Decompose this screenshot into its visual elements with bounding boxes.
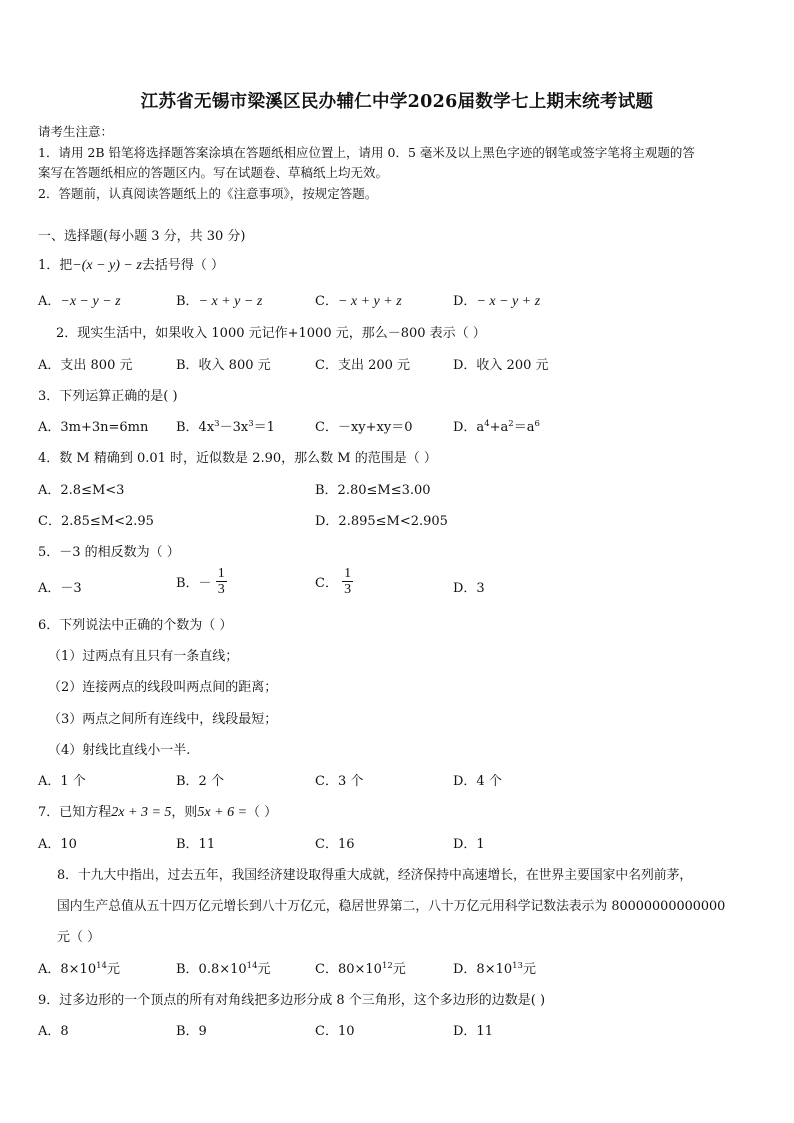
question-3-option-b: B．$4x^3-3x^3=1$ <box>176 419 275 435</box>
statement-4: （4）射线比直线小一半. <box>48 743 191 758</box>
question-8-line-1: 8．十九大中指出，过去五年，我国经济建设取得重大成就，经济保持中高速增长，在世界主要国家中名列前茅， <box>57 868 693 883</box>
question-4: 4．数 M 精确到 0.01 时，近似数是 2.90，那么数 M 的范围是（ ） <box>38 451 437 466</box>
question-9-option-a: A．8 <box>38 1024 69 1039</box>
question-5: 5．－3 的相反数为（ ） <box>38 545 180 560</box>
question-9-option-c: C．10 <box>315 1024 355 1039</box>
question-8-option-c: C．$80\times 10^{12}$元 <box>315 961 406 977</box>
notice-item-2: 2．答题前，认真阅读答题纸上的《注意事项》，按规定答题。 <box>38 186 378 201</box>
notice-heading: 请考生注意： <box>38 124 114 139</box>
question-5-option-c: C． $\frac{1}{3}$ <box>315 566 352 597</box>
question-1-option-c: C．− x + y + z <box>315 294 402 309</box>
question-3: 3．下列运算正确的是( ) <box>38 389 178 404</box>
question-8-option-a: A．$8\times 10^{14}$元 <box>38 961 120 977</box>
question-5-option-d: D．3 <box>453 581 485 596</box>
notice-item-1-line-1: 1．请用 2B 铅笔将选择题答案涂填在答题纸相应位置上，请用 0．5 毫米及以上黑色字迹的钢笔或签字笔将主观题的答 <box>38 145 695 160</box>
question-2-option-b: B．收入 800 元 <box>176 358 271 373</box>
statement-1: （1）过两点有且只有一条直线； <box>48 649 239 664</box>
question-1-option-b: B．− x + y − z <box>176 294 263 309</box>
question-1-option-a: A．−x − y − z <box>38 294 121 309</box>
question-8-line-3: 元（ ） <box>57 930 101 945</box>
question-7: 7．已知方程2x + 3 = 5，则5x + 6 =（ ） <box>38 805 278 820</box>
question-3-option-c: C．－xy+xy＝0 <box>315 420 413 435</box>
question-7-option-c: C．16 <box>315 837 355 852</box>
question-6-option-b: B．2 个 <box>176 774 224 789</box>
section-heading: 一、选择题(每小题 3 分，共 30 分) <box>38 229 246 244</box>
question-9-option-d: D．11 <box>453 1024 493 1039</box>
notice-item-1-line-2: 案写在答题纸相应的答题区内。写在试题卷、草稿纸上均无效。 <box>38 165 389 180</box>
question-1-expression: −(x − y) − z <box>72 258 142 273</box>
equation: 2x + 3 = 5 <box>111 805 172 820</box>
expression: 5x + 6 = <box>197 805 248 820</box>
question-8-option-b: B．$0.8\times 10^{14}$元 <box>176 961 271 977</box>
question-4-option-b: B．2.80≤M≤3.00 <box>315 483 431 498</box>
question-4-option-c: C．2.85≤M<2.95 <box>38 514 154 529</box>
fraction: $\frac{1}{3}$ <box>344 566 352 597</box>
statement-2: （2）连接两点的线段叫两点间的距离； <box>48 680 278 695</box>
question-1-option-d: D．− x − y + z <box>453 294 541 309</box>
question-9-option-b: B．9 <box>176 1024 207 1039</box>
question-1 <box>38 254 224 274</box>
question-3-option-a: A．3m+3n=6mn <box>38 420 149 435</box>
question-9: 9．过多边形的一个顶点的所有对角线把多边形分成 8 个三角形，这个多边形的边数是( ) <box>38 993 546 1008</box>
question-2: 2．现实生活中，如果收入 1000 元记作+1000 元，那么－800 表示（ ） <box>56 326 486 341</box>
question-3-option-d: D．$a^4+a^2=a^6$ <box>453 419 540 435</box>
question-6-option-d: D．4 个 <box>453 774 502 789</box>
question-7-option-a: A．10 <box>38 837 77 852</box>
question-4-option-a: A．2.8≤M<3 <box>38 483 125 498</box>
question-7-option-b: B．11 <box>176 837 216 852</box>
question-6: 6．下列说法中正确的个数为（ ） <box>38 618 233 633</box>
fraction: $\frac{1}{3}$ <box>217 566 225 597</box>
question-8-line-2: 国内生产总值从五十四万亿元增长到八十万亿元，稳居世界第二，八十万亿元用科学记数法表示为 80000000000000 <box>57 899 726 914</box>
question-4-option-d: D．2.895≤M<2.905 <box>315 514 448 529</box>
question-1-prefix: 1．把 <box>38 258 73 273</box>
statement-3: （3）两点之间所有连线中，线段最短； <box>48 712 278 727</box>
question-2-option-a: A．支出 800 元 <box>38 358 133 373</box>
question-2-option-d: D．收入 200 元 <box>453 358 549 373</box>
question-1-suffix: 去括号得（ ） <box>141 258 224 273</box>
page-title: 江苏省无锡市梁溪区民办辅仁中学2026届数学七上期末统考试题 <box>140 92 654 112</box>
question-6-option-c: C．3 个 <box>315 774 364 789</box>
question-5-option-a: A．－3 <box>38 581 82 596</box>
question-6-option-a: A．1 个 <box>38 774 86 789</box>
question-8-option-d: D．$8\times 10^{13}$元 <box>453 961 536 977</box>
question-5-option-b: B．－ $\frac{1}{3}$ <box>176 566 225 597</box>
question-2-option-c: C．支出 200 元 <box>315 358 411 373</box>
question-7-option-d: D．1 <box>453 837 485 852</box>
